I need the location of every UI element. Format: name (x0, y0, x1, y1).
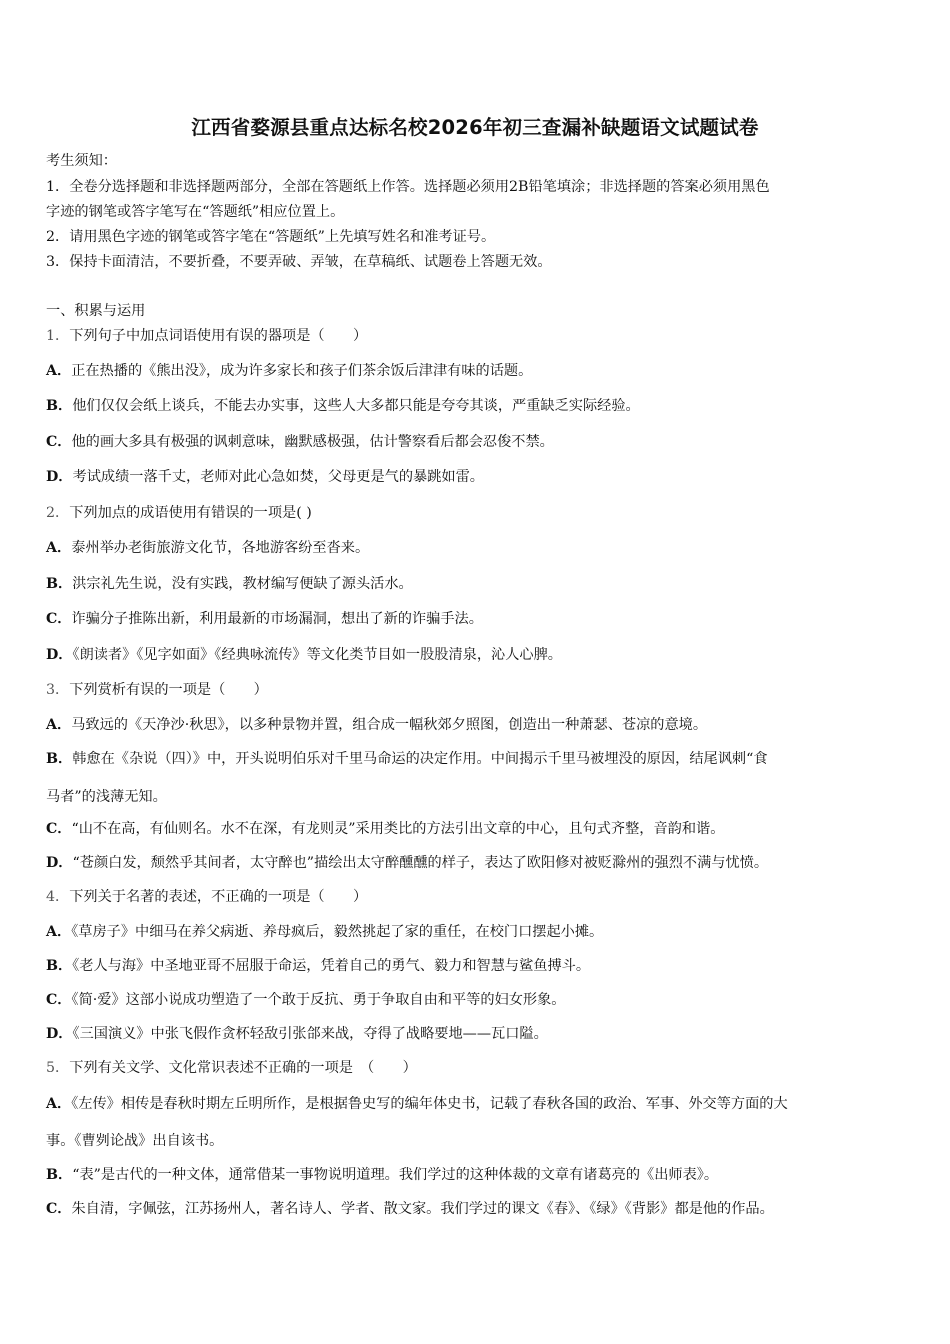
option-a (46, 361, 532, 381)
option-b-continued: 马者”的浅薄无知。 (46, 789, 167, 805)
option-letter: A． (46, 717, 72, 733)
option-c (46, 990, 565, 1010)
option-b (46, 396, 640, 416)
option-text: 他们仅仅会纸上谈兵，不能去办实事，这些人大多都只能是夸夸其谈，严重缺乏实际经验。 (72, 398, 640, 414)
option-text: 《草房子》中细马在养父病逝、养母疯后，毅然挑起了家的重任，在校门口摆起小摊。 (71, 924, 604, 940)
notice-item: 1．全卷分选择题和非选择题两部分，全部在答题纸上作答。选择题必须用2B铅笔填涂；非选择题的答案必须用黑色 (46, 179, 770, 195)
option-letter: A． (46, 540, 72, 556)
option-c (46, 432, 554, 452)
option-text: 《简·爱》这部小说成功塑造了一个敢于反抗、勇于争取自由和平等的妇女形象。 (71, 992, 566, 1008)
option-a (46, 1094, 788, 1114)
option-b (46, 956, 590, 976)
option-d (46, 467, 484, 487)
question-stem: 下列关于名著的表述，不正确的一项是（ ） (69, 889, 368, 905)
option-text: 洪宗礼先生说，没有实践，教材编写便缺了源头活水。 (72, 576, 413, 592)
notice-item: 2．请用黑色字迹的钢笔或答字笔在“答题纸”上先填写姓名和准考证号。 (46, 229, 496, 245)
notice-item: 3．保持卡面清洁，不要折叠，不要弄破、弄皱，在草稿纸、试题卷上答题无效。 (46, 254, 552, 270)
option-letter: B． (46, 751, 73, 767)
option-c (46, 1199, 774, 1219)
option-letter: D． (46, 469, 73, 485)
option-text: 朱自清，字佩弦，江苏扬州人，著名诗人、学者、散文家。我们学过的课文《春》、《绿》《背影》都是他的作品。 (71, 1201, 774, 1217)
option-a-continued: 事。《曹刿论战》出自该书。 (46, 1133, 224, 1149)
option-text: 正在热播的《熊出没》，成为许多家长和孩子们茶余饭后津津有味的话题。 (71, 363, 533, 379)
question-number: 3． (46, 682, 70, 698)
question-1 (46, 326, 367, 346)
question-stem: 下列赏析有误的一项是（ ） (69, 682, 268, 698)
option-text: 泰州举办老街旅游文化节，各地游客纷至沓来。 (71, 540, 370, 556)
option-letter: C． (46, 611, 72, 627)
option-text: 诈骗分子推陈出新，利用最新的市场漏洞，想出了新的诈骗手法。 (71, 611, 483, 627)
section-heading: 一、积累与运用 (46, 303, 146, 319)
page-title: 江西省婺源县重点达标名校2026年初三查漏补缺题语文试题试卷 (191, 116, 759, 139)
option-text: 他的画大多具有极强的讽刺意味，幽默感极强，估计警察看后都会忍俊不禁。 (71, 434, 554, 450)
question-number: 5． (46, 1060, 70, 1076)
option-d (46, 645, 562, 665)
notice-item: 字迹的钢笔或答字笔写在“答题纸”相应位置上。 (46, 204, 345, 220)
question-stem: 下列句子中加点词语使用有误的器项是（ ） (69, 328, 368, 344)
option-text: 韩愈在《杂说（四）》中，开头说明伯乐对千里马命运的决定作用。中间揭示千里马被埋没的原因，结尾讽刺“食 (72, 751, 768, 767)
option-letter: A． (46, 1096, 72, 1112)
question-4 (46, 887, 367, 907)
option-d (46, 1024, 548, 1044)
option-a (46, 922, 603, 942)
option-letter: D． (46, 855, 73, 871)
option-text: 《左传》相传是春秋时期左丘明所作，是根据鲁史写的编年体史书，记载了春秋各国的政治、军事、外交等方面的大 (71, 1096, 788, 1112)
option-letter: D． (46, 647, 73, 663)
option-letter: C． (46, 1201, 72, 1217)
option-letter: C． (46, 434, 72, 450)
question-stem: 下列加点的成语使用有错误的一项是( ) (69, 505, 312, 521)
option-letter: C． (46, 821, 72, 837)
question-number: 4． (46, 889, 70, 905)
option-b (46, 574, 413, 594)
option-letter: B． (46, 958, 73, 974)
option-d (46, 853, 768, 873)
option-text: 《朗读者》《见字如面》《经典咏流传》等文化类节目如一股股清泉，沁人心脾。 (72, 647, 562, 663)
option-text: “苍颜白发，颓然乎其间者，太守醉也”描绘出太守醉醺醺的样子，表达了欧阳修对被贬滁州的强烈不满与忧愤。 (72, 855, 769, 871)
option-letter: B． (46, 1167, 73, 1183)
option-letter: D． (46, 1026, 73, 1042)
question-number: 2． (46, 505, 70, 521)
question-3 (46, 680, 268, 700)
option-letter: A． (46, 924, 72, 940)
option-b (46, 749, 768, 769)
option-b (46, 1165, 718, 1185)
option-text: 考试成绩一落千丈，老师对此心急如焚，父母更是气的暴跳如雷。 (72, 469, 484, 485)
option-a (46, 538, 369, 558)
option-c (46, 819, 724, 839)
question-stem: 下列有关文学、文化常识表述不正确的一项是 （ ） (69, 1060, 417, 1076)
option-a (46, 715, 707, 735)
option-text: 《老人与海》中圣地亚哥不屈服于命运，凭着自己的勇气、毅力和智慧与鲨鱼搏斗。 (72, 958, 591, 974)
notice-heading: 考生须知： (46, 153, 117, 169)
option-text: 马致远的《天净沙·秋思》，以多种景物并置，组合成一幅秋郊夕照图，创造出一种萧瑟、苍凉的意境。 (71, 717, 708, 733)
option-text: “山不在高，有仙则名。水不在深，有龙则灵”采用类比的方法引出文章的中心，且句式齐整，音韵和谐。 (71, 821, 725, 837)
question-2 (46, 503, 312, 523)
option-text: “表”是古代的一种文体，通常借某一事物说明道理。我们学过的这种体裁的文章有诸葛亮的《出师表》。 (72, 1167, 719, 1183)
option-letter: A． (46, 363, 72, 379)
option-letter: B． (46, 576, 73, 592)
question-5 (46, 1058, 417, 1078)
option-c (46, 609, 483, 629)
option-letter: C． (46, 992, 72, 1008)
question-number: 1． (46, 328, 70, 344)
option-text: 《三国演义》中张飞假作贪杯轻敌引张郃来战，夺得了战略要地——瓦口隘。 (72, 1026, 548, 1042)
option-letter: B． (46, 398, 73, 414)
